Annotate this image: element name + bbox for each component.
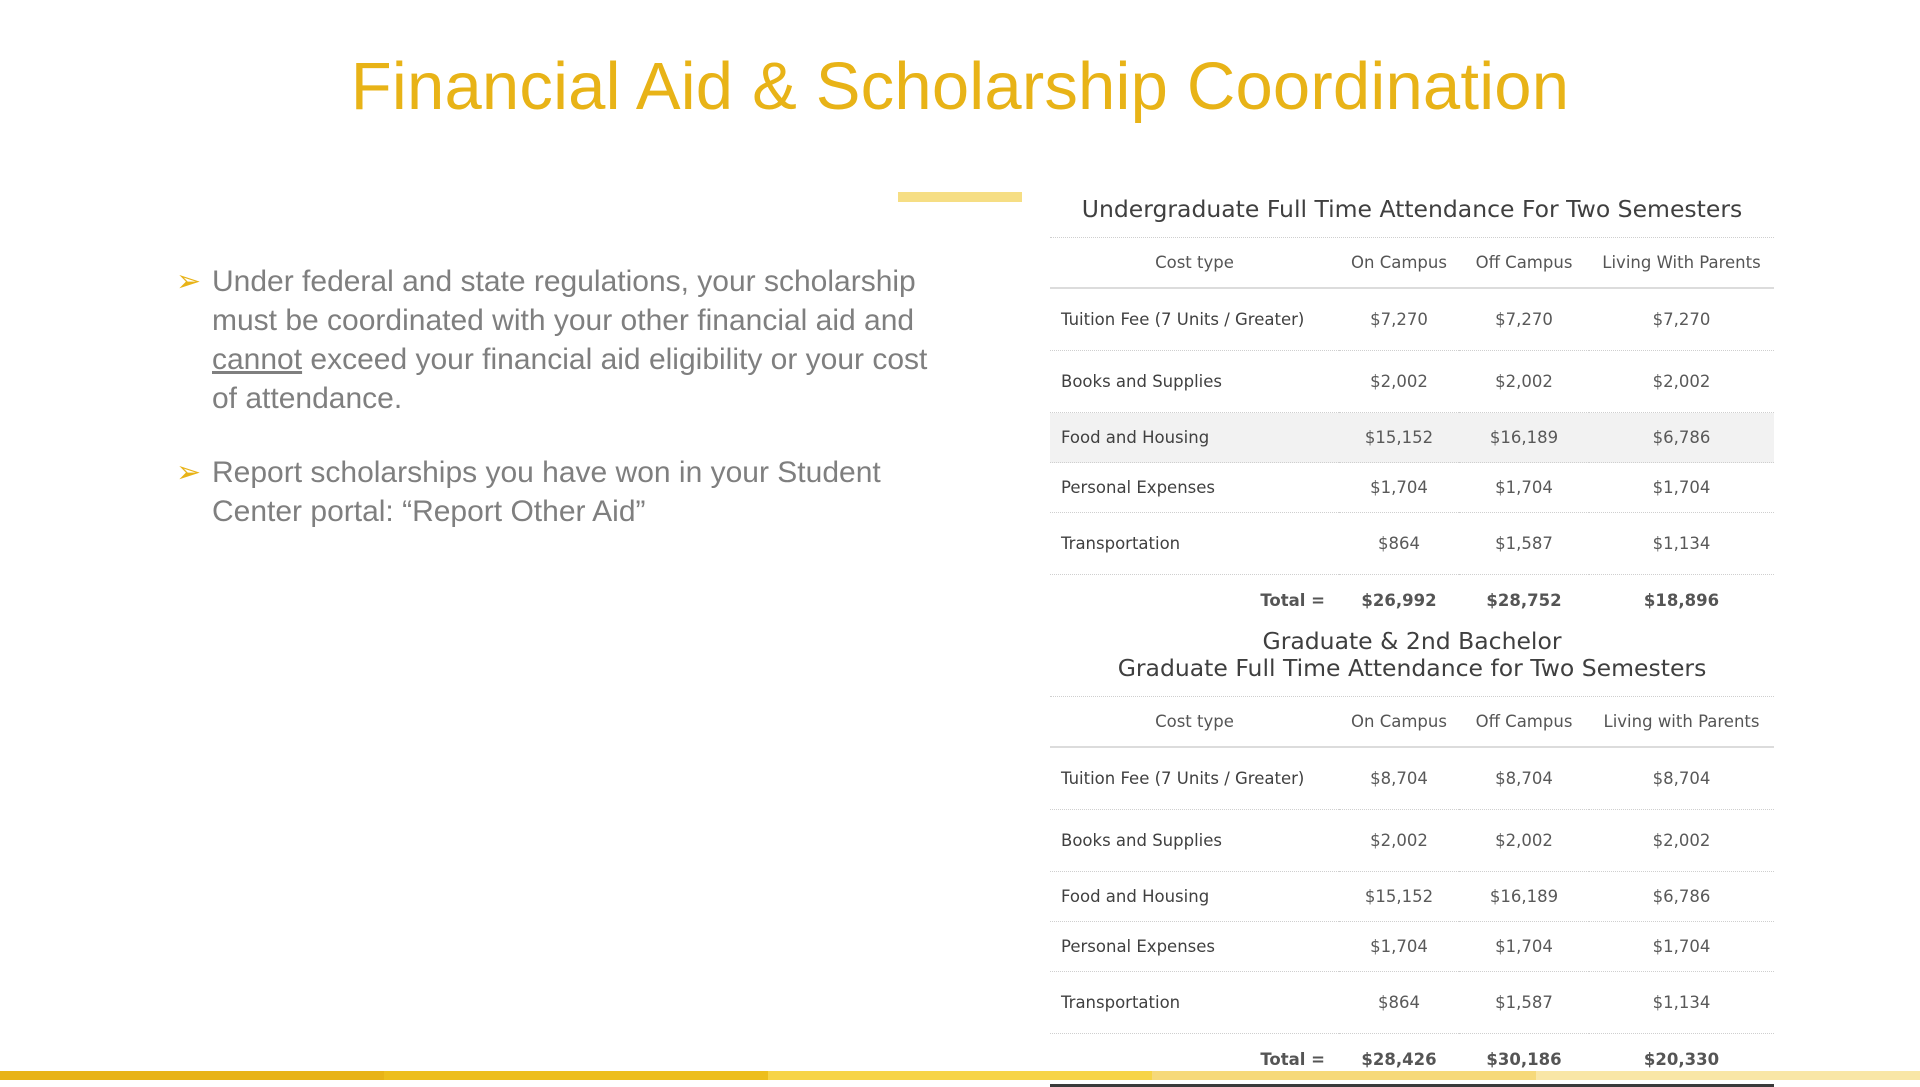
table-row (1050, 810, 1774, 872)
column-header: On Campus (1339, 238, 1459, 288)
arrow-bullet-icon: ➢ (176, 264, 202, 299)
table-cell: $1,134 (1589, 972, 1774, 1034)
table-row (1050, 872, 1774, 922)
table-row (1050, 351, 1774, 413)
footer-segment (384, 1071, 768, 1080)
table-total-row (1050, 575, 1774, 626)
arrow-bullet-icon: ➢ (176, 455, 202, 490)
table-title (1050, 628, 1774, 697)
footer-color-band (0, 1071, 1920, 1080)
table-cell: $8,704 (1589, 747, 1774, 810)
table-cell: Food and Housing (1050, 872, 1339, 922)
table-cell: $864 (1339, 972, 1459, 1034)
table-cell: Transportation (1050, 513, 1339, 575)
table-cell: $2,002 (1459, 810, 1589, 872)
table-row (1050, 972, 1774, 1034)
column-header: Living with Parents (1589, 697, 1774, 747)
table-row (1050, 513, 1774, 575)
table-row (1050, 413, 1774, 463)
table-row (1050, 747, 1774, 810)
footer-segment (0, 1071, 384, 1080)
column-header: Off Campus (1459, 238, 1589, 288)
table-title: Undergraduate Full Time Attendance For Two Semesters (1050, 196, 1774, 238)
table-cell: $1,704 (1459, 463, 1589, 513)
table-cell: $7,270 (1459, 288, 1589, 351)
column-header: Cost type (1050, 697, 1339, 747)
total-label: Total = (1260, 1049, 1325, 1069)
table-cell: $16,189 (1459, 872, 1589, 922)
column-header: On Campus (1339, 697, 1459, 747)
bullet-item (176, 262, 956, 418)
accent-bar (898, 192, 1022, 202)
table-cell: $864 (1339, 513, 1459, 575)
table-cell: $6,786 (1589, 413, 1774, 463)
page-title: Financial Aid & Scholarship Coordination (350, 49, 1570, 124)
bullet-emphasis: cannot (212, 343, 303, 376)
table-cell: $1,704 (1459, 922, 1589, 972)
table-cell: $2,002 (1589, 810, 1774, 872)
bullet-text (212, 265, 927, 415)
bullet-text: Report scholarships you have won in your Student Center portal: “Report Other Aid” (212, 456, 881, 528)
table-cell: Books and Supplies (1050, 810, 1339, 872)
table-cell: Personal Expenses (1050, 922, 1339, 972)
table-title-line: Graduate Full Time Attendance for Two Semesters (1117, 654, 1707, 682)
table-cell: Books and Supplies (1050, 351, 1339, 413)
table-title-line: Graduate & 2nd Bachelor (1262, 627, 1562, 655)
table-cell: Personal Expenses (1050, 463, 1339, 513)
table-cell: $1,704 (1339, 922, 1459, 972)
table-header-row (1050, 697, 1774, 747)
table-cell: $16,189 (1459, 413, 1589, 463)
bullet-list (176, 262, 956, 566)
table-cell: $15,152 (1339, 872, 1459, 922)
table-cell: $15,152 (1339, 413, 1459, 463)
bullet-text-after: exceed your financial aid eligibility or your cost of attendance. (212, 343, 928, 415)
table-row (1050, 463, 1774, 513)
table-cell: Transportation (1050, 972, 1339, 1034)
table-header-row (1050, 238, 1774, 288)
table-cell: $1,704 (1589, 922, 1774, 972)
column-header: Living With Parents (1589, 238, 1774, 288)
bullet-text-before: Under federal and state regulations, your scholarship must be coordinated with your other financial aid and (212, 265, 916, 337)
table-cell: $7,270 (1339, 288, 1459, 351)
table-cell: Food and Housing (1050, 413, 1339, 463)
footer-segment (1536, 1071, 1920, 1080)
table-cell: $2,002 (1339, 810, 1459, 872)
table-cell: Tuition Fee (7 Units / Greater) (1050, 747, 1339, 810)
table-cell: $2,002 (1459, 351, 1589, 413)
total-cell: $26,992 (1361, 590, 1437, 610)
table-row (1050, 288, 1774, 351)
footer-segment (1152, 1071, 1536, 1080)
total-cell: $28,426 (1361, 1049, 1437, 1069)
table-cell: $1,134 (1589, 513, 1774, 575)
bullet-item (176, 453, 956, 531)
table-cell: $1,587 (1459, 513, 1589, 575)
total-cell: $18,896 (1643, 590, 1720, 610)
table-cell: $7,270 (1589, 288, 1774, 351)
graduate-cost-table (1050, 628, 1774, 1087)
table-cell: $8,704 (1459, 747, 1589, 810)
column-header: Off Campus (1459, 697, 1589, 747)
table-cell: $6,786 (1589, 872, 1774, 922)
table-cell: $8,704 (1339, 747, 1459, 810)
footer-segment (768, 1071, 1152, 1080)
total-label: Total = (1260, 590, 1325, 610)
table-cell: Tuition Fee (7 Units / Greater) (1050, 288, 1339, 351)
table-cell: $2,002 (1339, 351, 1459, 413)
table-cell: $1,704 (1589, 463, 1774, 513)
table-cell: $1,704 (1339, 463, 1459, 513)
total-cell: $30,186 (1486, 1049, 1562, 1069)
undergrad-cost-table (1050, 196, 1774, 625)
table-cell: $1,587 (1459, 972, 1589, 1034)
table-cell: $2,002 (1589, 351, 1774, 413)
total-cell: $20,330 (1643, 1049, 1720, 1069)
column-header: Cost type (1050, 238, 1339, 288)
table-row (1050, 922, 1774, 972)
total-cell: $28,752 (1486, 590, 1562, 610)
